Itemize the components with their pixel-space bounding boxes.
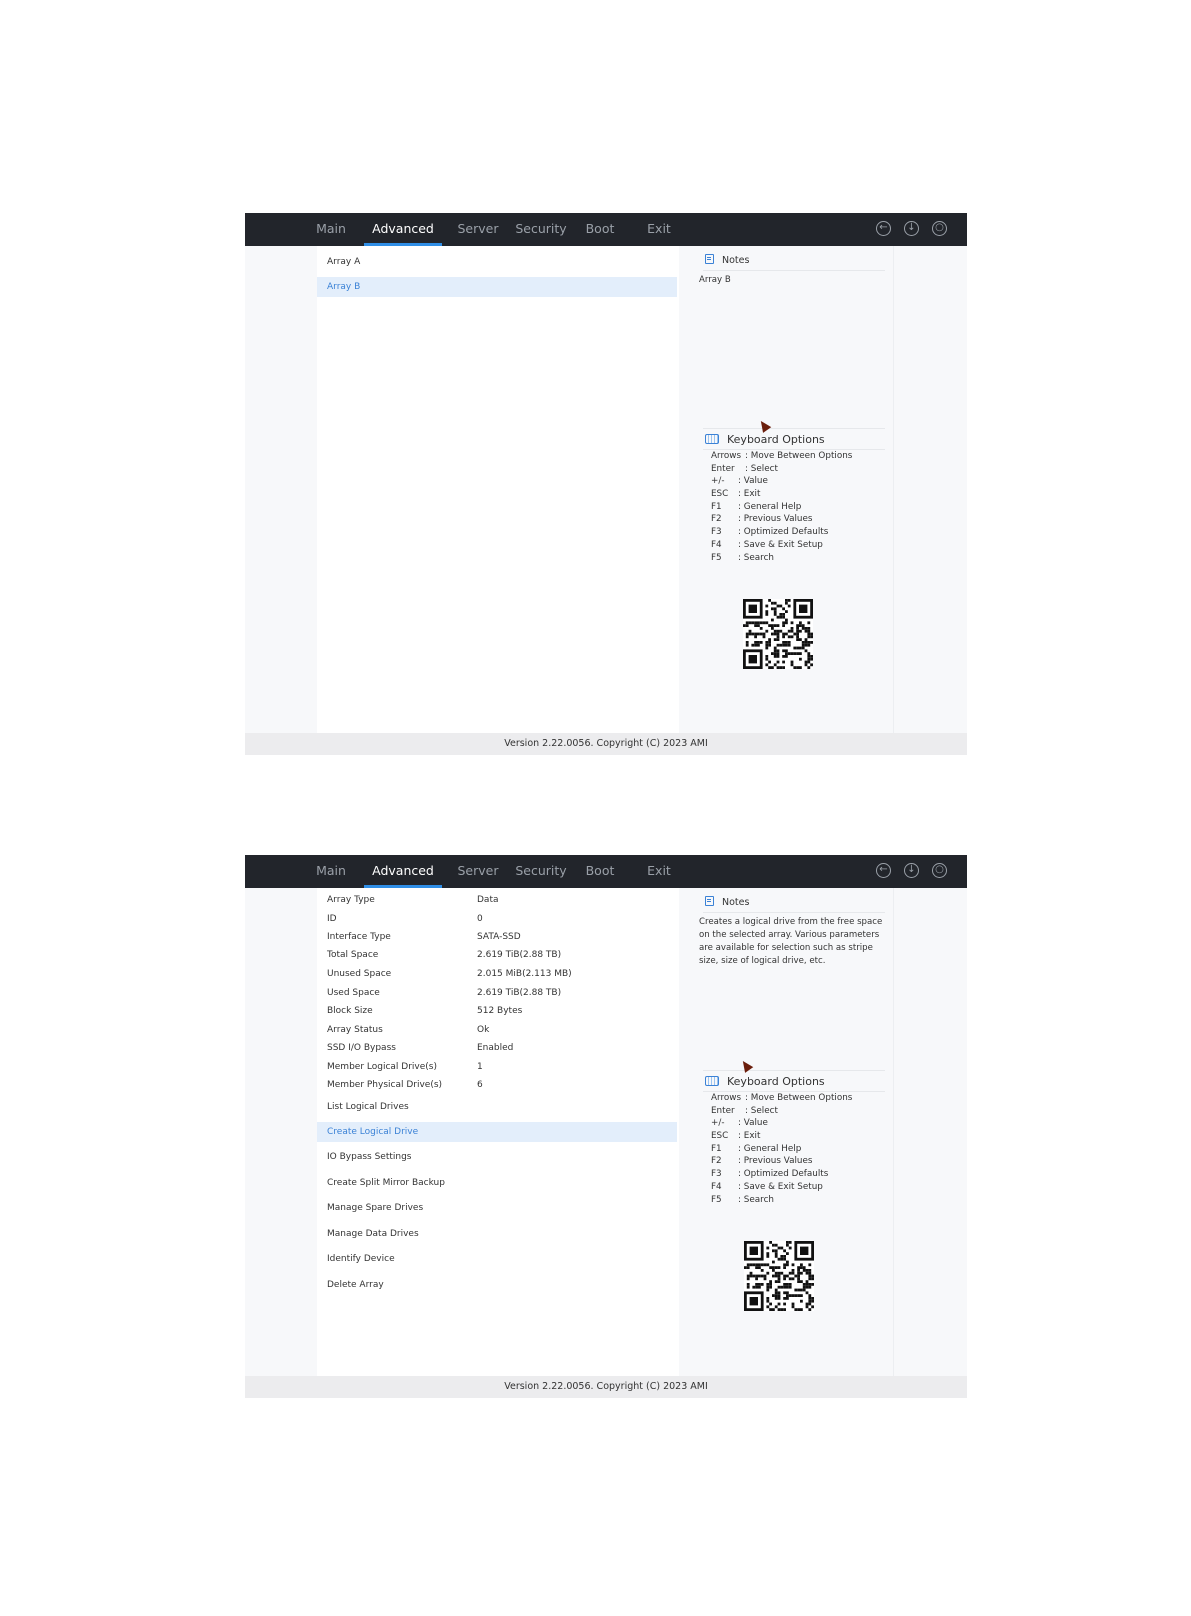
- info-row-ssd-io-bypass: SSD I/O Bypass Enabled: [327, 1043, 514, 1053]
- help-panel: [693, 246, 894, 733]
- kb-row-value: +/- : Value: [711, 1118, 768, 1129]
- tab-boot[interactable]: Boot: [585, 221, 615, 236]
- info-row-block-size: Block Size 512 Bytes: [327, 1006, 523, 1016]
- kb-row-enter: Enter : Select: [711, 1105, 778, 1116]
- tab-advanced[interactable]: Advanced: [364, 855, 442, 888]
- notes-title: Notes: [722, 897, 750, 908]
- keyboard-options-title: Keyboard Options: [727, 433, 825, 446]
- kb-row-f5: F5 : Search: [711, 1194, 774, 1205]
- content-area: [245, 888, 967, 1376]
- tab-server[interactable]: Server: [457, 221, 499, 236]
- menu-item-manage-data-drives[interactable]: Manage Data Drives: [327, 1229, 419, 1239]
- kb-row-f3: F3 : Optimized Defaults: [711, 1169, 829, 1180]
- notes-text: Array B: [699, 275, 731, 285]
- save-icon[interactable]: ↓: [904, 863, 919, 878]
- notes-icon: [705, 896, 714, 906]
- notes-icon: [705, 254, 714, 264]
- tab-security[interactable]: Security: [515, 863, 567, 878]
- kb-row-f3: F3 : Optimized Defaults: [711, 527, 829, 538]
- top-menu-bar: [245, 855, 967, 888]
- info-row-used-space: Used Space 2.619 TiB(2.88 TB): [327, 987, 562, 998]
- info-row-unused-space: Unused Space 2.015 MiB(2.113 MB): [327, 969, 572, 979]
- footer-version: Version 2.22.0056. Copyright (C) 2023 AMI: [245, 733, 967, 755]
- keyboard-options-header: [705, 432, 825, 448]
- kb-row-esc: ESC : Exit: [711, 489, 761, 500]
- tab-advanced[interactable]: Advanced: [364, 213, 442, 246]
- kb-row-enter: Enter : Select: [711, 463, 778, 474]
- kb-row-f5: F5 : Search: [711, 552, 774, 563]
- notes-title: Notes: [722, 255, 750, 266]
- help-panel: [693, 888, 894, 1376]
- tab-server[interactable]: Server: [457, 863, 499, 878]
- menu-item-create-split-mirror-backup[interactable]: Create Split Mirror Backup: [327, 1178, 445, 1188]
- info-row-member-logical-drives: Member Logical Drive(s) 1: [327, 1061, 483, 1072]
- options-panel: [317, 246, 679, 733]
- kb-row-f4: F4 : Save & Exit Setup: [711, 1181, 823, 1192]
- menu-item-manage-spare-drives[interactable]: Manage Spare Drives: [327, 1203, 424, 1213]
- keyboard-icon: [705, 434, 719, 444]
- qr-code: [743, 599, 813, 669]
- qr-code: [744, 1241, 814, 1311]
- tab-main[interactable]: Main: [316, 863, 346, 878]
- kb-row-f1: F1 : General Help: [711, 1143, 802, 1154]
- content-area: [245, 246, 967, 733]
- keyboard-options-title: Keyboard Options: [727, 1075, 825, 1088]
- keyboard-options-list: [711, 1092, 891, 1206]
- notes-header: [705, 896, 895, 910]
- kb-row-f2: F2 : Previous Values: [711, 1156, 813, 1167]
- keyboard-options-header: [705, 1074, 825, 1090]
- menu-item-io-bypass-settings[interactable]: IO Bypass Settings: [327, 1152, 412, 1162]
- tab-boot[interactable]: Boot: [585, 863, 615, 878]
- keyboard-options-list: [711, 450, 891, 564]
- bios-screen-array-details: [245, 855, 967, 1398]
- tab-exit[interactable]: Exit: [647, 221, 671, 236]
- keyboard-icon: [705, 1076, 719, 1086]
- info-row-array-type: Array Type Data: [327, 895, 499, 905]
- search-icon[interactable]: ○: [932, 863, 947, 878]
- kb-row-value: +/- : Value: [711, 476, 768, 487]
- info-row-total-space: Total Space 2.619 TiB(2.88 TB): [327, 950, 562, 960]
- menu-item-create-logical-drive[interactable]: Create Logical Drive: [317, 1122, 677, 1142]
- kb-row-f2: F2 : Previous Values: [711, 514, 813, 525]
- save-icon[interactable]: ↓: [904, 221, 919, 236]
- divider: [703, 428, 885, 429]
- menu-item-delete-array[interactable]: Delete Array: [327, 1280, 384, 1290]
- footer-version: Version 2.22.0056. Copyright (C) 2023 AMI: [245, 1376, 967, 1398]
- divider: [703, 1070, 885, 1071]
- info-row-array-status: Array Status Ok: [327, 1024, 490, 1035]
- tab-main[interactable]: Main: [316, 221, 346, 236]
- menu-item-list-logical-drives[interactable]: List Logical Drives: [327, 1102, 409, 1112]
- notes-text: Creates a logical drive from the free space on the selected array. Various parameters are available for selection such as stripe size, size of logical drive, etc.: [699, 917, 883, 966]
- menu-item-array-b[interactable]: Array B: [317, 277, 677, 297]
- search-icon[interactable]: ○: [932, 221, 947, 236]
- back-icon[interactable]: ←: [876, 221, 891, 236]
- kb-row-arrows: Arrows : Move Between Options: [711, 451, 853, 461]
- top-menu-bar: [245, 213, 967, 246]
- divider: [703, 912, 885, 913]
- menu-item-identify-device[interactable]: Identify Device: [327, 1254, 395, 1264]
- kb-row-f4: F4 : Save & Exit Setup: [711, 539, 823, 550]
- options-panel: [317, 888, 679, 1376]
- menu-item-array-a[interactable]: Array A: [327, 257, 361, 267]
- tab-exit[interactable]: Exit: [647, 863, 671, 878]
- back-icon[interactable]: ←: [876, 863, 891, 878]
- divider: [703, 270, 885, 271]
- notes-header: [705, 254, 895, 268]
- bios-screen-array-list: [245, 213, 967, 755]
- kb-row-arrows: Arrows : Move Between Options: [711, 1093, 853, 1103]
- info-row-interface-type: Interface Type SATA-SSD: [327, 932, 521, 942]
- tab-security[interactable]: Security: [515, 221, 567, 236]
- kb-row-f1: F1 : General Help: [711, 501, 802, 512]
- kb-row-esc: ESC : Exit: [711, 1131, 761, 1142]
- info-row-id: ID 0: [327, 913, 483, 924]
- info-row-member-physical-drives: Member Physical Drive(s) 6: [327, 1080, 483, 1090]
